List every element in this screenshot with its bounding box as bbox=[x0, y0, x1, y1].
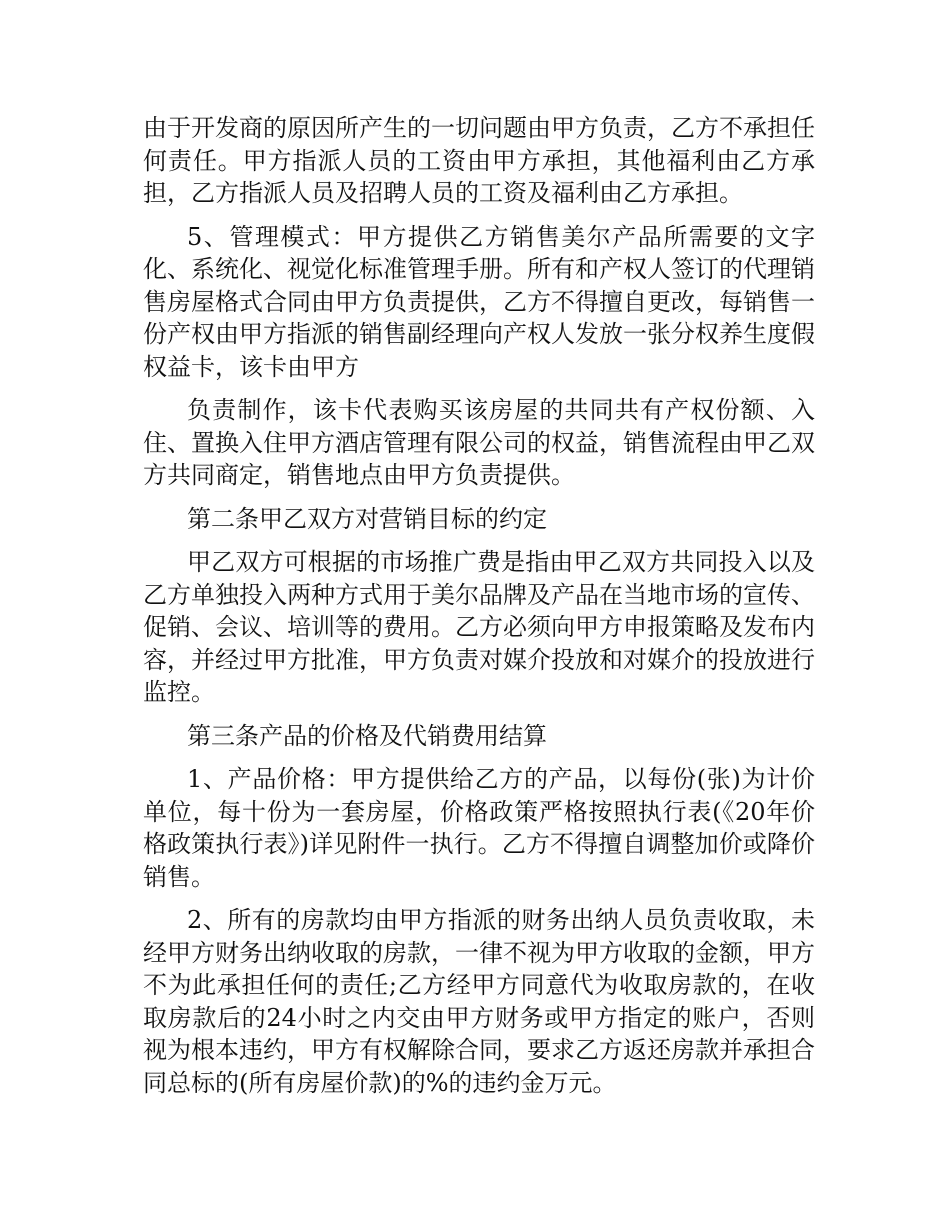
paragraph-marketing-fee: 甲乙双方可根据的市场推广费是指由甲乙双方共同投入以及乙方单独投入两种方式用于美尔品牌及产品在当地市场的宣传、促销、会议、培训等的费用。乙方必须向甲方申报策略及发布内容，并经过甲方批准，甲方负责对媒介投放和对媒介的投放进行监控。 bbox=[143, 548, 815, 706]
section-heading-article-2: 第二条甲乙双方对营销目标的约定 bbox=[187, 504, 547, 533]
paragraph-responsibility: 由于开发商的原因所产生的一切问题由甲方负责，乙方不承担任何责任。甲方指派人员的工资由甲方承担，其他福利由乙方承担，乙方指派人员及招聘人员的工资及福利由乙方承担。 bbox=[143, 114, 815, 207]
paragraph-product-price: 1、产品价格：甲方提供给乙方的产品，以每份(张)为计价单位，每十份为一套房屋，价格政策严格按照执行表(《20年价格政策执行表》)详见附件一执行。乙方不得擅自调整加价或降价销售。 bbox=[143, 765, 815, 891]
section-heading-article-3: 第三条产品的价格及代销费用结算 bbox=[187, 721, 547, 750]
paragraph-payment-collection: 2、所有的房款均由甲方指派的财务出纳人员负责收取，未经甲方财务出纳收取的房款，一律不视为甲方收取的金额，甲方不为此承担任何的责任;乙方经甲方同意代为收取房款的，在收取房款后的24小时之内交由甲方财务或甲方指定的账户，否则视为根本违约，甲方有权解除合同，要求乙方返还房款并承担合同总标的(所有房屋价款)的%的违约金万元。 bbox=[143, 906, 815, 1097]
paragraph-card-production: 负责制作，该卡代表购买该房屋的共同共有产权份额、入住、置换入住甲方酒店管理有限公司的权益，销售流程由甲乙双方共同商定，销售地点由甲方负责提供。 bbox=[143, 396, 815, 489]
document-body bbox=[143, 112, 815, 1110]
paragraph-management-mode: 5、管理模式：甲方提供乙方销售美尔产品所需要的文字化、系统化、视觉化标准管理手册。所有和产权人签订的代理销售房屋格式合同由甲方负责提供，乙方不得擅自更改，每销售一份产权由甲方指派的销售副经理向产权人发放一张分权养生度假权益卡，该卡由甲方 bbox=[143, 222, 815, 381]
